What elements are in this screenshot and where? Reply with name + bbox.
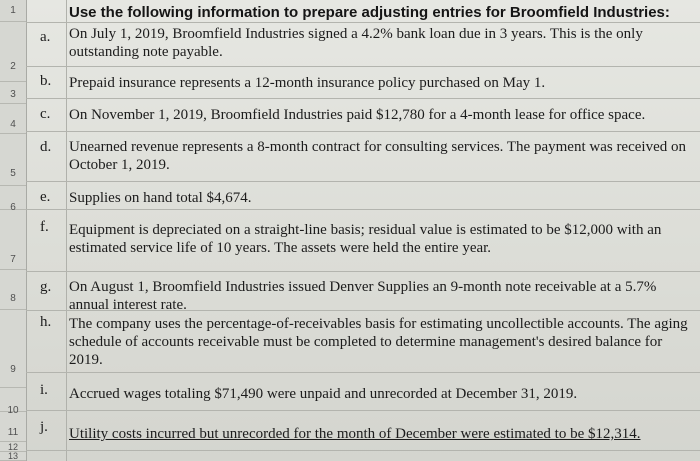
row-number[interactable]: 8 — [0, 270, 26, 310]
row-number[interactable]: 9 — [0, 310, 26, 388]
row-divider — [26, 450, 700, 451]
row-divider — [26, 209, 700, 210]
row-number[interactable]: 10 — [0, 388, 26, 412]
row-number[interactable]: 11 — [0, 412, 26, 442]
item-text: On November 1, 2019, Broomfield Industries paid $12,780 for a 4-month lease for office space. — [69, 107, 646, 123]
row-divider — [26, 181, 700, 182]
row-number[interactable]: 1 — [0, 0, 26, 22]
item-label: c. — [40, 106, 51, 122]
row-number[interactable]: 7 — [0, 210, 26, 270]
item-label: j. — [40, 419, 48, 435]
item-text: On August 1, Broomfield Industries issued Denver Supplies an 9-month note receivable at a 5.7% annual interest rate. — [69, 279, 657, 313]
row-divider — [26, 131, 700, 132]
row-number[interactable]: 13 — [0, 452, 26, 461]
item-text: Supplies on hand total $4,674. — [69, 190, 252, 206]
item-label: a. — [40, 29, 51, 45]
instructions-title: Use the following information to prepare adjusting entries for Broomfield Industries: — [69, 4, 670, 21]
item-text: Utility costs incurred but unrecorded for the month of December were estimated to be $12,314. — [69, 426, 641, 442]
item-text: Prepaid insurance represents a 12-month insurance policy purchased on May 1. — [69, 75, 546, 91]
row-number[interactable]: 3 — [0, 82, 26, 104]
row-header-column — [0, 0, 27, 461]
item-text: Accrued wages totaling $71,490 were unpaid and unrecorded at December 31, 2019. — [69, 386, 578, 402]
row-divider — [26, 410, 700, 411]
row-divider — [26, 22, 700, 23]
row-divider — [26, 271, 700, 272]
row-number[interactable]: 4 — [0, 104, 26, 134]
item-text: On July 1, 2019, Broomfield Industries signed a 4.2% bank loan due in 3 years. This is the only outstanding note payable. — [69, 26, 643, 60]
item-label: d. — [40, 139, 52, 155]
item-label: b. — [40, 73, 52, 89]
row-number[interactable]: 2 — [0, 22, 26, 82]
row-divider — [26, 66, 700, 67]
row-number[interactable]: 5 — [0, 134, 26, 186]
item-text: Equipment is depreciated on a straight-line basis; residual value is estimated to be $12,000 with an estimated service life of 10 years. The assets were held the entire year. — [69, 222, 662, 256]
row-divider — [26, 372, 700, 373]
item-label: f. — [40, 219, 49, 235]
item-text: Unearned revenue represents a 8-month contract for consulting services. The payment was received on October 1, 2019. — [69, 139, 686, 173]
item-label: h. — [40, 314, 52, 330]
item-text: The company uses the percentage-of-receivables basis for estimating uncollectible accounts. The aging schedule of accounts receivable must be completed to determine management's desired balance for 2019. — [69, 316, 688, 368]
item-label: e. — [40, 189, 51, 205]
item-label: i. — [40, 382, 48, 398]
row-divider — [26, 98, 700, 99]
row-number[interactable]: 12 — [0, 442, 26, 452]
item-label: g. — [40, 279, 52, 295]
row-number[interactable]: 6 — [0, 186, 26, 210]
